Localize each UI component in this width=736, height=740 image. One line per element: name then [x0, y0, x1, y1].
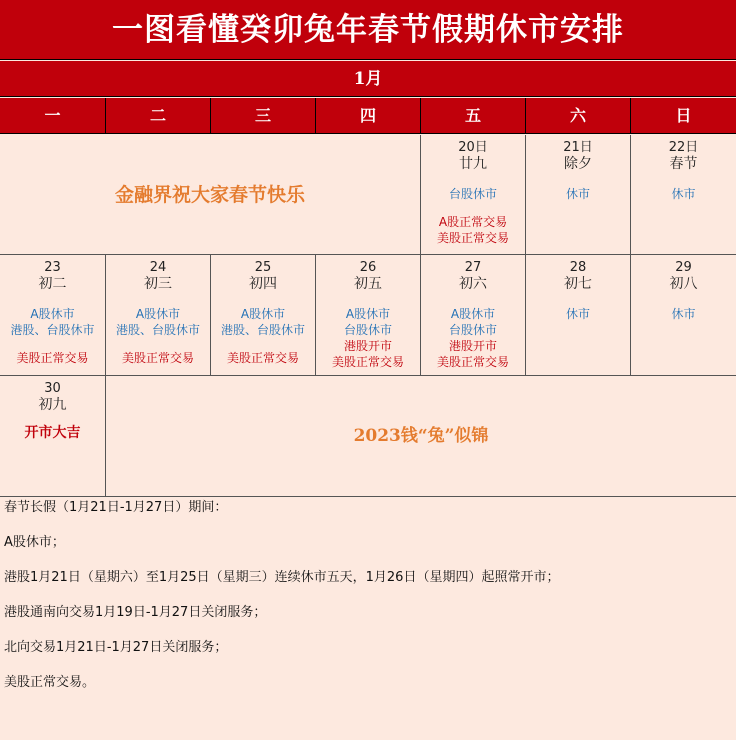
day-cell-28: [526, 255, 631, 376]
market-status: 港股、台股休市: [115, 323, 200, 337]
day-number: 21日: [563, 140, 593, 155]
market-status: 台股休市: [448, 187, 497, 201]
day-number: 28: [569, 260, 587, 275]
market-status: 美股正常交易: [121, 351, 194, 365]
weekday-fri: 五: [421, 98, 526, 134]
market-status: A股正常交易: [438, 215, 508, 229]
day-number: 23: [44, 260, 61, 275]
day-number: 22日: [668, 140, 699, 155]
day-number: 27: [464, 260, 482, 275]
market-status: 开市大吉: [24, 425, 81, 441]
market-status: 港股、台股休市: [220, 323, 305, 337]
day-number: 30: [44, 381, 61, 396]
month-header: 1月: [0, 61, 736, 97]
market-status: 美股正常交易: [16, 351, 89, 365]
day-cell-26: [316, 255, 421, 376]
day-cell-29: [631, 255, 736, 376]
note-line: 春节长假（1月21日-1月27日）期间：: [4, 500, 228, 515]
market-status: A股休市: [345, 307, 391, 321]
weekday-sun: 日: [631, 98, 736, 134]
market-status: 港股开市: [343, 339, 392, 353]
lunar-date: 初二: [38, 276, 67, 292]
day-cell-21: [526, 135, 631, 255]
day-number: 26: [359, 260, 377, 275]
day-number: 20日: [458, 140, 488, 155]
lunar-date: 初四: [249, 276, 277, 292]
weekday-thu: 四: [316, 98, 421, 134]
lunar-date: 初八: [669, 276, 698, 292]
day-cell-24: [106, 255, 211, 376]
lunar-date: 除夕: [564, 156, 592, 172]
holiday-notes: [0, 497, 736, 740]
weekday-sat: 六: [526, 98, 631, 134]
day-cell-20: [421, 135, 526, 255]
market-status: A股休市: [30, 307, 75, 321]
day-number: 29: [675, 260, 692, 275]
lunar-date: 春节: [669, 156, 698, 172]
market-status: 休市: [565, 307, 590, 321]
lunar-date: 初六: [459, 276, 487, 292]
greeting-banner: 金融界祝大家春节快乐: [0, 135, 421, 255]
market-status: 美股正常交易: [331, 355, 404, 369]
note-line: 港股通南向交易1月19日-1月27日关闭服务；: [4, 605, 267, 620]
market-status: 美股正常交易: [436, 355, 509, 369]
day-number: 24: [149, 260, 167, 275]
weekday-mon: 一: [0, 98, 106, 134]
weekday-wed: 三: [211, 98, 316, 134]
weekday-tue: 二: [106, 98, 211, 134]
market-status: 美股正常交易: [226, 351, 299, 365]
market-status: 休市: [565, 187, 590, 201]
day-cell-25: [211, 255, 316, 376]
lunar-date: 廿九: [459, 156, 487, 172]
note-line: 北向交易1月21日-1月27日关闭服务；: [4, 640, 228, 655]
market-status: 港股、台股休市: [10, 323, 95, 337]
page-title: 一图看懂癸卯兔年春节假期休市安排: [0, 0, 736, 60]
note-line: 美股正常交易。: [4, 675, 96, 690]
lunar-date: 初九: [38, 397, 67, 413]
new-year-banner: 2023钱“兔”似锦: [106, 376, 736, 497]
day-cell-23: [0, 255, 106, 376]
market-status: A股休市: [135, 307, 181, 321]
lunar-date: 初三: [144, 276, 172, 292]
market-status: 台股休市: [448, 323, 497, 337]
lunar-date: 初七: [564, 276, 592, 292]
note-line: A股休市；: [4, 535, 65, 550]
market-status: 台股休市: [343, 323, 392, 337]
market-status: 休市: [671, 307, 696, 321]
day-number: 25: [254, 260, 272, 275]
day-cell-27: [421, 255, 526, 376]
market-status: A股休市: [450, 307, 496, 321]
note-line: 港股1月21日（星期六）至1月25日（星期三）连续休市五天，1月26日（星期四）起照常开市；: [4, 570, 560, 585]
day-cell-22: [631, 135, 736, 255]
day-cell-30: [0, 376, 106, 497]
market-status: 美股正常交易: [436, 231, 509, 245]
market-status: 休市: [671, 187, 696, 201]
market-status: 港股开市: [448, 339, 497, 353]
lunar-date: 初五: [354, 276, 382, 292]
market-status: A股休市: [240, 307, 286, 321]
